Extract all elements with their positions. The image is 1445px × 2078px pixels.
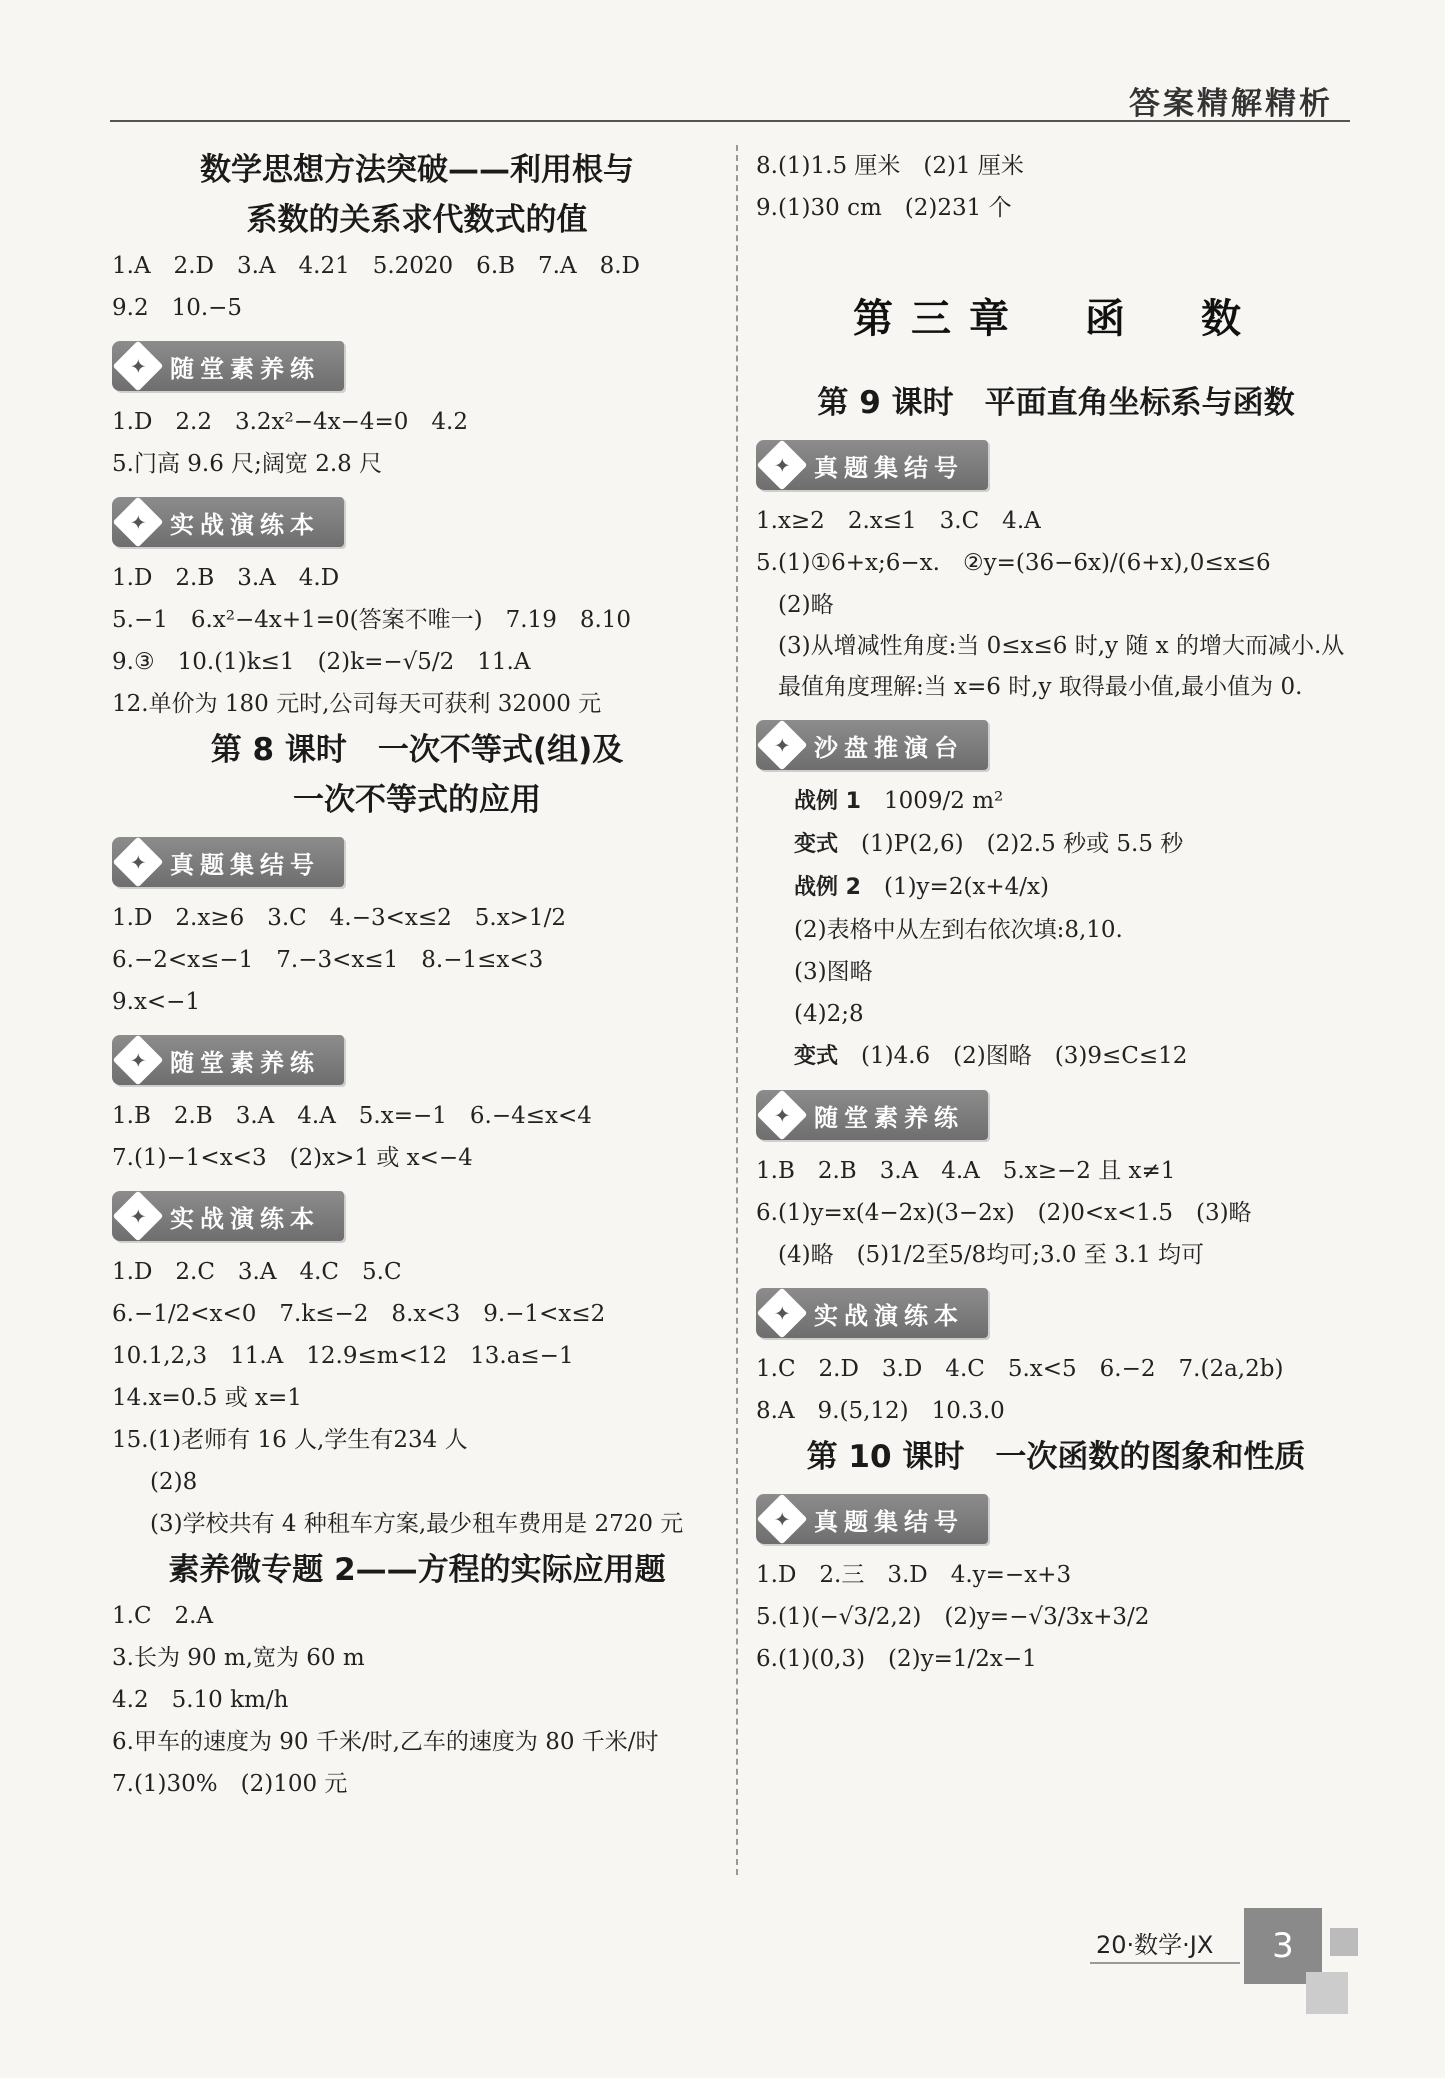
answer-line: 9.③ 10.(1)k≤1 (2)k=−√5/2 11.A: [112, 649, 531, 675]
answer-line: 9.x<−1: [112, 989, 201, 1015]
answer-line: 7.(1)30% (2)100 元: [112, 1771, 348, 1797]
answer-line: 8.A 9.(5,12) 10.3.0: [756, 1398, 1005, 1424]
answer-line: (3)学校共有 4 种租车方案,最少租车费用是 2720 元: [150, 1511, 684, 1537]
runner-icon: ✦: [112, 341, 164, 391]
answer-line: 9.2 10.−5: [112, 295, 243, 321]
answer-line: 15.(1)老师有 16 人,学生有234 人: [112, 1427, 468, 1453]
page-number: 3: [1244, 1908, 1322, 1984]
decor-square: [1330, 1928, 1358, 1956]
lesson-title: 第 10 课时 一次函数的图象和性质: [806, 1439, 1306, 1475]
badge-label: 随堂素养练: [814, 1103, 964, 1132]
answer-line: (2)8: [150, 1469, 198, 1495]
example-line: [756, 1035, 1356, 1078]
right-column: [756, 145, 1356, 1680]
runner-icon: ✦: [112, 1035, 164, 1085]
example-label: 变式: [794, 832, 839, 857]
lesson-title: 一次不等式的应用: [293, 782, 541, 818]
runner-icon: ✦: [756, 1288, 808, 1338]
answer-line: 1.B 2.B 3.A 4.A 5.x≥−2 且 x≠1: [756, 1158, 1176, 1184]
answer-line: (3)从增减性角度:当 0≤x≤6 时,y 随 x 的增大而减小.从最值角度理解:当 x=6 时,y 取得最小值,最小值为 0.: [778, 633, 1345, 700]
answer-line: 1.x≥2 2.x≤1 3.C 4.A: [756, 508, 1041, 534]
answer-line: (2)表格中从左到右依次填:8,10.: [794, 917, 1123, 943]
footer-rule: [1090, 1962, 1240, 1964]
runner-icon: ✦: [756, 1090, 808, 1140]
example-label: 战例 2: [794, 875, 861, 900]
runner-icon: ✦: [112, 837, 164, 887]
runner-icon: ✦: [112, 497, 164, 547]
runner-icon: ✦: [756, 1494, 808, 1544]
answer-line: 6.(1)y=x(4−2x)(3−2x) (2)0<x<1.5 (3)略: [756, 1200, 1252, 1226]
answer-line: 6.−1/2<x<0 7.k≤−2 8.x<3 9.−1<x≤2: [112, 1301, 606, 1327]
runner-icon: ✦: [112, 1191, 164, 1241]
answer-line: 5.(1)(−√3/2,2) (2)y=−√3/3x+3/2: [756, 1604, 1150, 1630]
answer-line: 1.D 2.C 3.A 4.C 5.C: [112, 1259, 402, 1285]
header-title: 答案精解精析: [1129, 86, 1333, 122]
badge-label: 实战演练本: [814, 1301, 964, 1330]
answer-line: 5.门高 9.6 尺;阔宽 2.8 尺: [112, 451, 383, 477]
answer-line: 1.D 2.B 3.A 4.D: [112, 565, 340, 591]
section-title: 素养微专题 2——方程的实际应用题: [168, 1552, 666, 1588]
example-line: [756, 780, 1356, 823]
badge-label: 实战演练本: [170, 1204, 320, 1233]
example-text: 1009/2 m²: [883, 788, 1004, 814]
header-rule: [110, 120, 1350, 122]
answer-line: 6.甲车的速度为 90 千米/时,乙车的速度为 80 千米/时: [112, 1729, 659, 1755]
section-badge: [756, 720, 988, 770]
answer-line: 7.(1)−1<x<3 (2)x>1 或 x<−4: [112, 1145, 473, 1171]
decor-square: [1306, 1972, 1348, 2014]
example-text: (1)4.6 (2)图略 (3)9≤C≤12: [861, 1043, 1188, 1069]
example-label: 变式: [794, 1044, 839, 1069]
section-badge: [112, 1035, 344, 1085]
answer-line: 5.−1 6.x²−4x+1=0(答案不唯一) 7.19 8.10: [112, 607, 632, 633]
badge-label: 真题集结号: [814, 1507, 964, 1536]
section-title: 数学思想方法突破——利用根与: [200, 152, 634, 188]
lesson-title: 第 8 课时 一次不等式(组)及: [210, 732, 624, 768]
badge-label: 随堂素养练: [170, 354, 320, 383]
example-text: (1)P(2,6) (2)2.5 秒或 5.5 秒: [861, 831, 1184, 857]
example-line: [756, 823, 1356, 866]
answer-line: 1.B 2.B 3.A 4.A 5.x=−1 6.−4≤x<4: [112, 1103, 592, 1129]
footer-code: 20·数学·JX: [1096, 1931, 1214, 1959]
example-label: 战例 1: [794, 789, 861, 814]
section-badge: [112, 1191, 344, 1241]
answer-line: 6.−2<x≤−1 7.−3<x≤1 8.−1≤x<3: [112, 947, 544, 973]
chapter-title: 第三章 函 数: [853, 296, 1259, 342]
answer-line: 1.D 2.x≥6 3.C 4.−3<x≤2 5.x>1/2: [112, 905, 566, 931]
answer-line: 1.C 2.D 3.D 4.C 5.x<5 6.−2 7.(2a,2b): [756, 1356, 1284, 1382]
answer-line: (3)图略: [794, 959, 873, 985]
answer-line: 9.(1)30 cm (2)231 个: [756, 195, 1012, 221]
left-column: [112, 145, 722, 1805]
badge-label: 真题集结号: [170, 850, 320, 879]
answer-line: (2)略: [778, 592, 834, 618]
badge-label: 实战演练本: [170, 510, 320, 539]
answer-line: 6.(1)(0,3) (2)y=1/2x−1: [756, 1646, 1037, 1672]
answer-line: (4)2;8: [794, 1001, 864, 1027]
answer-line: 8.(1)1.5 厘米 (2)1 厘米: [756, 153, 1024, 179]
badge-label: 随堂素养练: [170, 1048, 320, 1077]
runner-icon: ✦: [756, 720, 808, 770]
answer-line: 5.(1)①6+x;6−x. ②y=(36−6x)/(6+x),0≤x≤6: [756, 550, 1271, 576]
badge-label: 沙盘推演台: [814, 733, 964, 762]
answer-line: 1.A 2.D 3.A 4.21 5.2020 6.B 7.A 8.D: [112, 253, 640, 279]
badge-label: 真题集结号: [814, 453, 964, 482]
answer-line: 12.单价为 180 元时,公司每天可获利 32000 元: [112, 691, 602, 717]
section-badge: [112, 497, 344, 547]
section-badge: [112, 837, 344, 887]
section-title: 系数的关系求代数式的值: [246, 202, 588, 238]
answer-line: 3.长为 90 m,宽为 60 m: [112, 1645, 365, 1671]
answer-line: 4.2 5.10 km/h: [112, 1687, 289, 1713]
runner-icon: ✦: [756, 440, 808, 490]
answer-line: (4)略 (5)1/2至5/8均可;3.0 至 3.1 均可: [778, 1242, 1205, 1268]
section-badge: [756, 1288, 988, 1338]
column-divider: [736, 145, 738, 1875]
answer-line: 1.D 2.2 3.2x²−4x−4=0 4.2: [112, 409, 468, 435]
section-badge: [756, 1494, 988, 1544]
answer-line: 1.D 2.三 3.D 4.y=−x+3: [756, 1562, 1072, 1588]
answer-line: 1.C 2.A: [112, 1603, 214, 1629]
section-badge: [756, 440, 988, 490]
section-badge: [112, 341, 344, 391]
answer-line: 10.1,2,3 11.A 12.9≤m<12 13.a≤−1: [112, 1343, 574, 1369]
example-text: (1)y=2(x+4/x): [883, 874, 1049, 900]
answer-line: 14.x=0.5 或 x=1: [112, 1385, 302, 1411]
lesson-title: 第 9 课时 平面直角坐标系与函数: [817, 385, 1295, 421]
example-line: [756, 866, 1356, 909]
section-badge: [756, 1090, 988, 1140]
